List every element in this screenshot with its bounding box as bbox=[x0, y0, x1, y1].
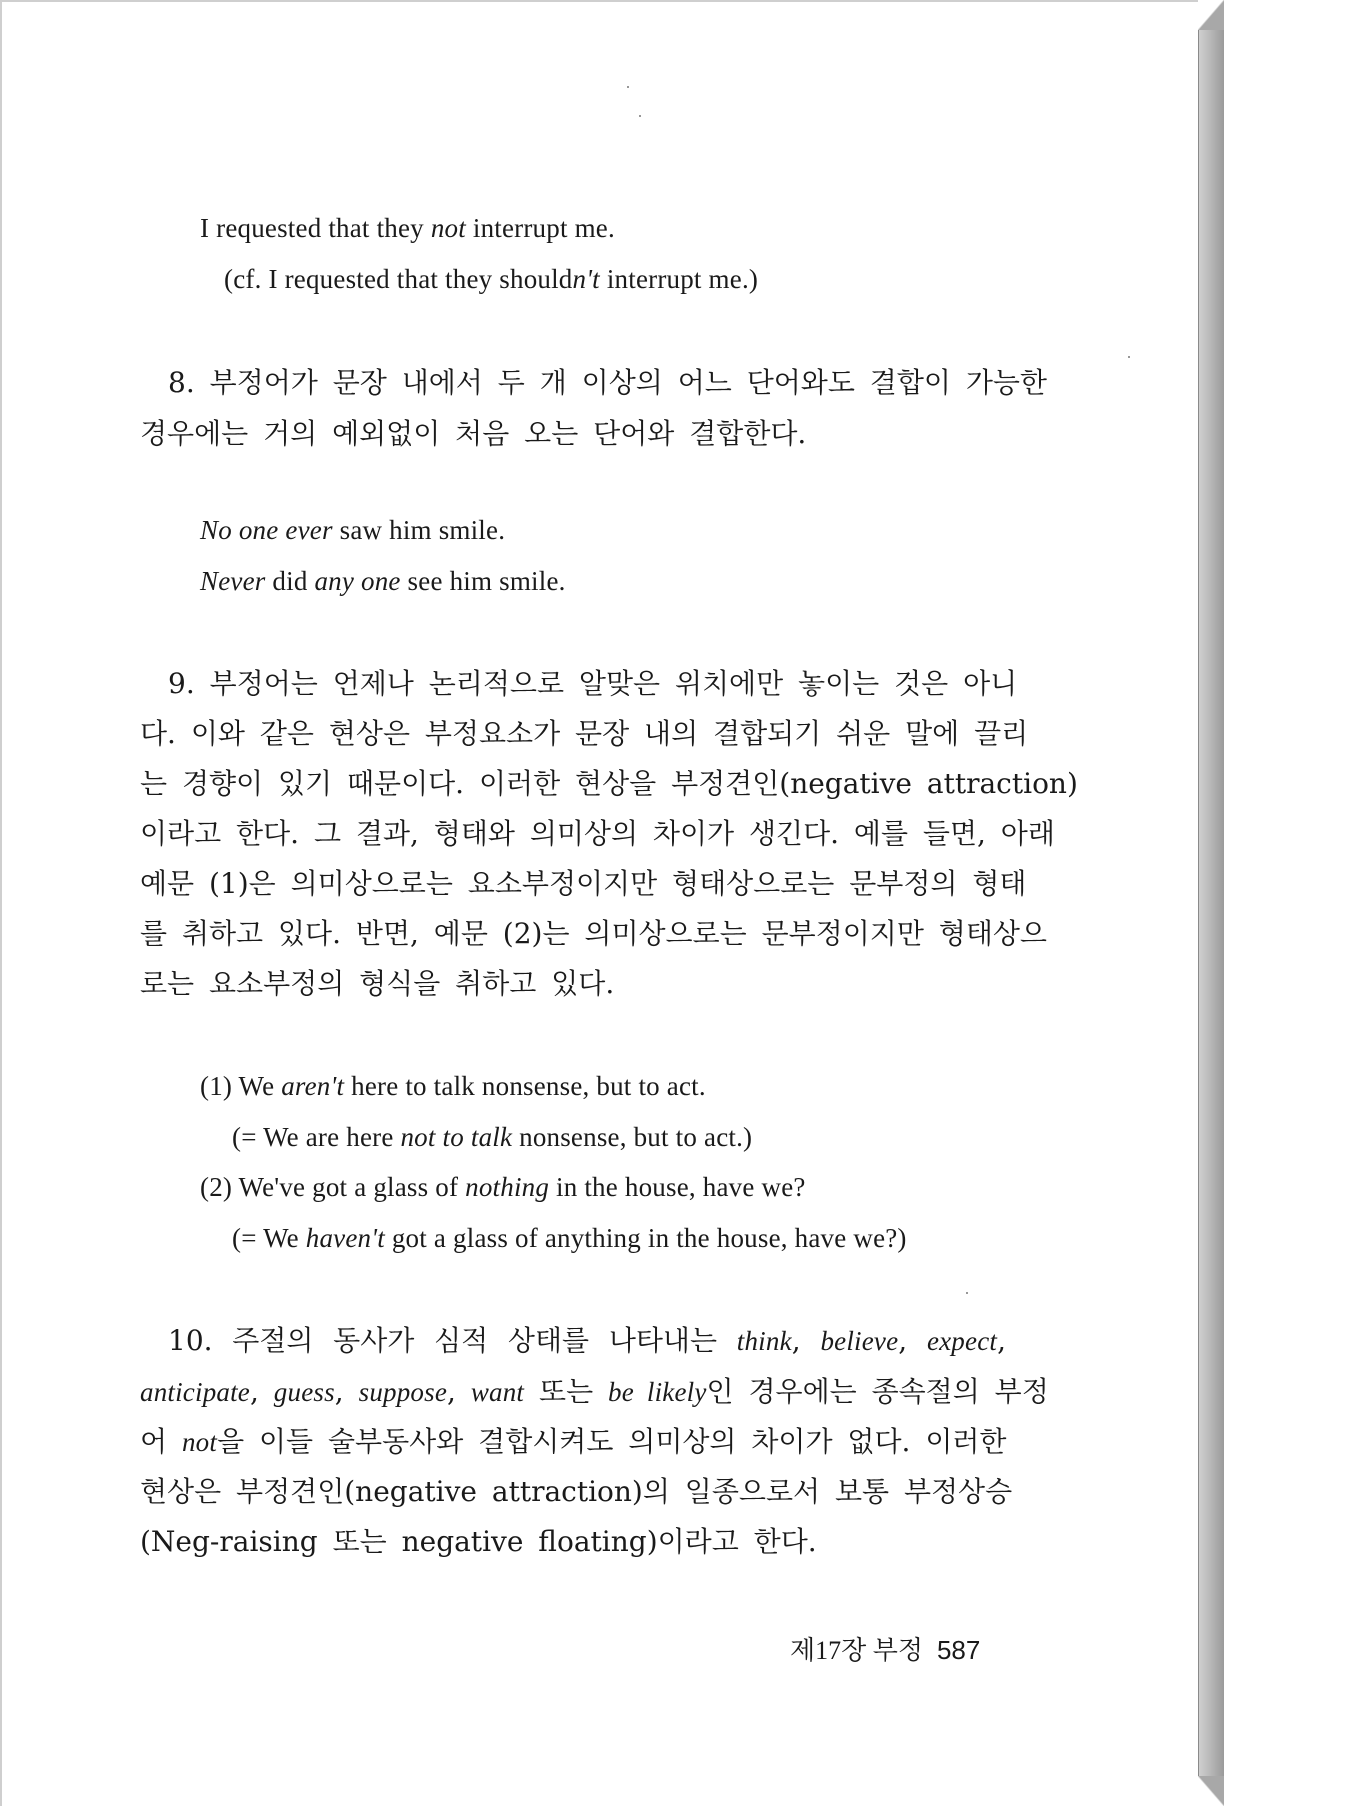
rule-italic: not bbox=[181, 1427, 218, 1457]
example-italic: aren't bbox=[281, 1071, 345, 1101]
rule9-line: 를 취하고 있다. 반면, 예문 (2)는 의미상으로는 문부정이지만 형태상으 bbox=[140, 917, 1047, 950]
rule10-line: 현상은 부정견인(negative attraction)의 일종으로서 보통 부정상승 bbox=[140, 1475, 1013, 1508]
rule-text: 10. 주절의 동사가 심적 상태를 나타내는 bbox=[168, 1324, 737, 1357]
example-text: nonsense, but to act.) bbox=[512, 1122, 753, 1152]
rule10-line bbox=[140, 1375, 1049, 1408]
rule9-line: 이라고 한다. 그 결과, 형태와 의미상의 차이가 생긴다. 예를 들면, 아래 bbox=[140, 817, 1055, 850]
example-sentence bbox=[200, 517, 505, 544]
example-text: (2) We've got a glass of bbox=[200, 1172, 466, 1202]
rule-text: 또는 bbox=[524, 1375, 609, 1408]
rule8-line: 8. 부정어가 문장 내에서 두 개 이상의 어느 단어와도 결합이 가능한 bbox=[168, 366, 1047, 399]
example-text: (= We are here bbox=[232, 1122, 401, 1152]
rule10-line: (Neg-raising 또는 negative floating)이라고 한다. bbox=[140, 1525, 817, 1558]
chapter-label: 제17장 부정 bbox=[790, 1636, 923, 1665]
rule8-line: 경우에는 거의 예외없이 처음 오는 단어와 결합한다. bbox=[140, 417, 807, 450]
rule10-line bbox=[140, 1425, 1007, 1458]
rule-italic: think bbox=[736, 1326, 792, 1356]
example-italic: not to talk bbox=[400, 1122, 513, 1152]
rule9-line: 로는 요소부정의 형식을 취하고 있다. bbox=[140, 967, 615, 1000]
example-text: did bbox=[265, 566, 315, 596]
rule-text: , bbox=[249, 1375, 274, 1408]
example-italic: nothing bbox=[465, 1172, 550, 1202]
page-edge-shadow bbox=[1198, 0, 1224, 1806]
rule-italic: want bbox=[470, 1377, 525, 1407]
example-text: (cf. I requested that they should bbox=[224, 264, 573, 294]
rule-text: , bbox=[898, 1324, 927, 1357]
rule-text: , bbox=[334, 1375, 359, 1408]
rule-text: 을 이들 술부동사와 결합시켜도 의미상의 차이가 없다. 이러한 bbox=[217, 1425, 1007, 1458]
example-text: (= We bbox=[232, 1223, 306, 1253]
rule9-line: 는 경향이 있기 때문이다. 이러한 현상을 부정견인(negative attraction) bbox=[140, 767, 1078, 800]
example-italic: n't bbox=[572, 264, 600, 294]
running-footer bbox=[790, 1630, 980, 1667]
rule-text: , bbox=[791, 1324, 821, 1357]
scan-speck bbox=[966, 1292, 968, 1294]
example-sentence bbox=[232, 1225, 907, 1252]
example-sentence bbox=[200, 568, 566, 595]
scan-speck bbox=[627, 86, 629, 88]
rule-italic: believe bbox=[820, 1326, 899, 1356]
page-number: 587 bbox=[936, 1635, 981, 1665]
example-text: (1) We bbox=[200, 1071, 282, 1101]
example-sentence bbox=[224, 266, 758, 293]
rule-text: 어 bbox=[140, 1425, 182, 1458]
rule-italic: anticipate bbox=[140, 1377, 250, 1407]
example-italic: not bbox=[430, 213, 466, 243]
rule9-line: 다. 이와 같은 현상은 부정요소가 문장 내의 결합되기 쉬운 말에 끌리 bbox=[140, 717, 1029, 750]
example-text: see him smile. bbox=[400, 566, 566, 596]
example-italic: haven't bbox=[305, 1223, 385, 1253]
rule-text: , bbox=[447, 1375, 471, 1408]
example-text: here to talk nonsense, but to act. bbox=[344, 1071, 706, 1101]
example-text: interrupt me. bbox=[465, 213, 615, 243]
example-italic: Never bbox=[200, 566, 266, 596]
rule-text: 인 경우에는 종속절의 부정 bbox=[706, 1375, 1049, 1408]
example-text: saw him smile. bbox=[332, 515, 506, 545]
example-sentence bbox=[200, 1073, 706, 1100]
scan-speck bbox=[1128, 356, 1130, 358]
rule9-line: 예문 (1)은 의미상으로는 요소부정이지만 형태상으로는 문부정의 형태 bbox=[140, 867, 1027, 900]
example-sentence bbox=[200, 215, 615, 242]
rule-text: , bbox=[997, 1324, 1006, 1357]
rule10-line bbox=[168, 1324, 1006, 1357]
rule-italic: expect bbox=[926, 1326, 998, 1356]
rule-italic: be likely bbox=[608, 1377, 707, 1407]
rule-italic: guess bbox=[273, 1377, 335, 1407]
example-italic: any one bbox=[314, 566, 401, 596]
page-edge-corner-top bbox=[1198, 0, 1224, 30]
page-edge-corner-bottom bbox=[1198, 1776, 1224, 1806]
example-text: in the house, have we? bbox=[549, 1172, 806, 1202]
example-text: interrupt me.) bbox=[599, 264, 759, 294]
example-italic: No one ever bbox=[200, 515, 333, 545]
rule-italic: suppose bbox=[358, 1377, 448, 1407]
scan-speck bbox=[639, 115, 641, 117]
example-text: got a glass of anything in the house, have we?) bbox=[384, 1223, 907, 1253]
example-sentence bbox=[232, 1124, 752, 1151]
example-text: I requested that they bbox=[200, 213, 431, 243]
rule9-line: 9. 부정어는 언제나 논리적으로 알맞은 위치에만 놓이는 것은 아니 bbox=[168, 667, 1018, 700]
example-sentence bbox=[200, 1174, 806, 1201]
